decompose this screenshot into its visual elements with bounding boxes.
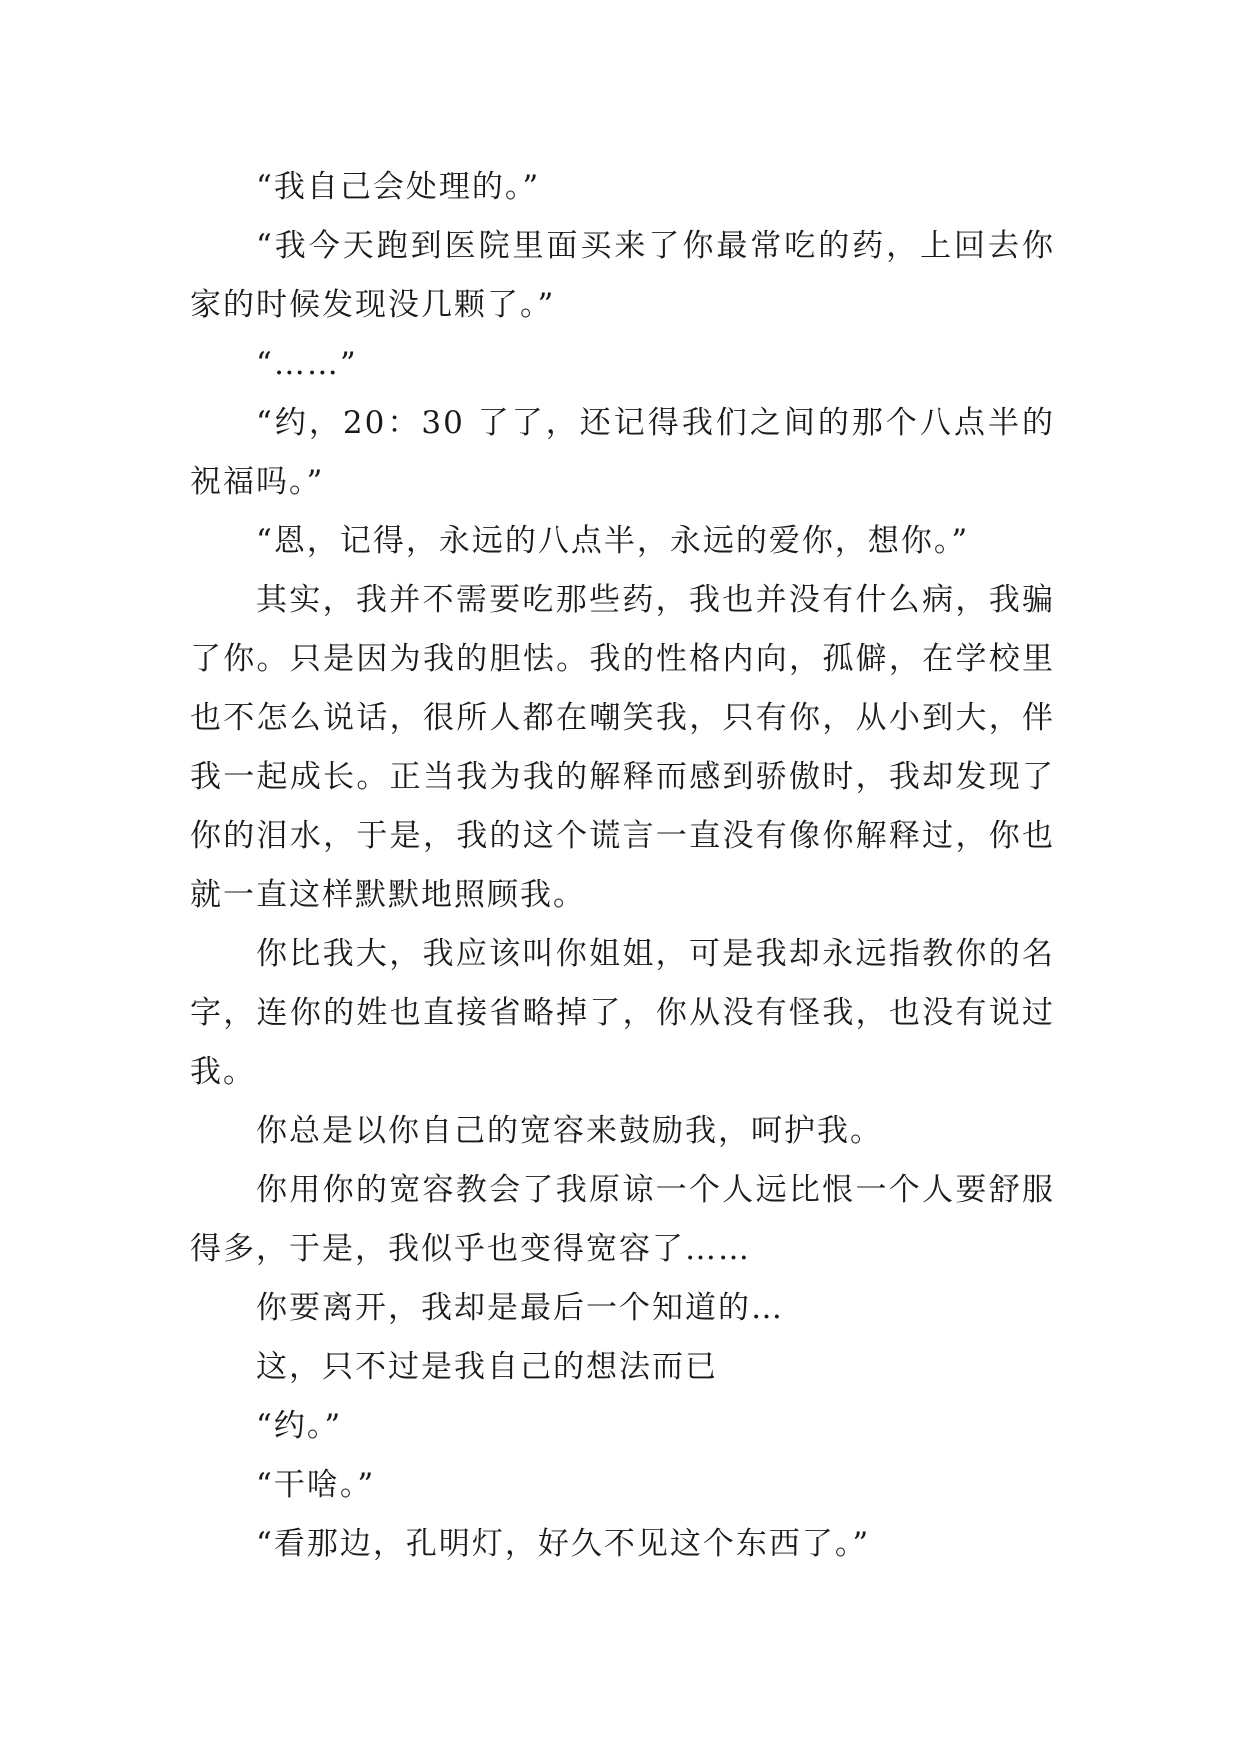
paragraph: “约，20：30 了了，还记得我们之间的那个八点半的祝福吗。” (190, 405, 1055, 500)
paragraph: “我自己会处理的。” (256, 169, 541, 205)
paragraph: “干啥。” (256, 1467, 376, 1503)
paragraph: “……” (256, 346, 358, 382)
paragraph: 其实，我并不需要吃那些药，我也并没有什么病，我骗了你。只是因为我的胆怯。我的性格内向，孤僻，在学校里也不怎么说话，很所人都在嘲笑我，只有你，从小到大，伴我一起成长。正当我为我的解释而感到骄傲时，我却发现了你的泪水，于是，我的这个谎言一直没有像你解释过，你也就一直这样默默地照顾我。 (190, 582, 1055, 913)
paragraph: “看那边，孔明灯，好久不见这个东西了。” (256, 1526, 871, 1562)
paragraph: 这，只不过是我自己的想法而已 (256, 1349, 718, 1385)
paragraph: 你用你的宽容教会了我原谅一个人远比恨一个人要舒服得多，于是，我似乎也变得宽容了…… (190, 1172, 1055, 1267)
paragraph: “约。” (256, 1408, 343, 1444)
paragraph: 你要离开，我却是最后一个知道的… (256, 1290, 784, 1326)
document-page (190, 158, 1055, 1574)
paragraph: 你总是以你自己的宽容来鼓励我，呵护我。 (256, 1113, 883, 1149)
paragraph: 你比我大，我应该叫你姐姐，可是我却永远指教你的名字，连你的姓也直接省略掉了，你从没有怪我，也没有说过我。 (190, 936, 1055, 1090)
paragraph: “我今天跑到医院里面买来了你最常吃的药，上回去你家的时候发现没几颗了。” (190, 228, 1055, 323)
paragraph: “恩，记得，永远的八点半，永远的爱你，想你。” (256, 523, 970, 559)
